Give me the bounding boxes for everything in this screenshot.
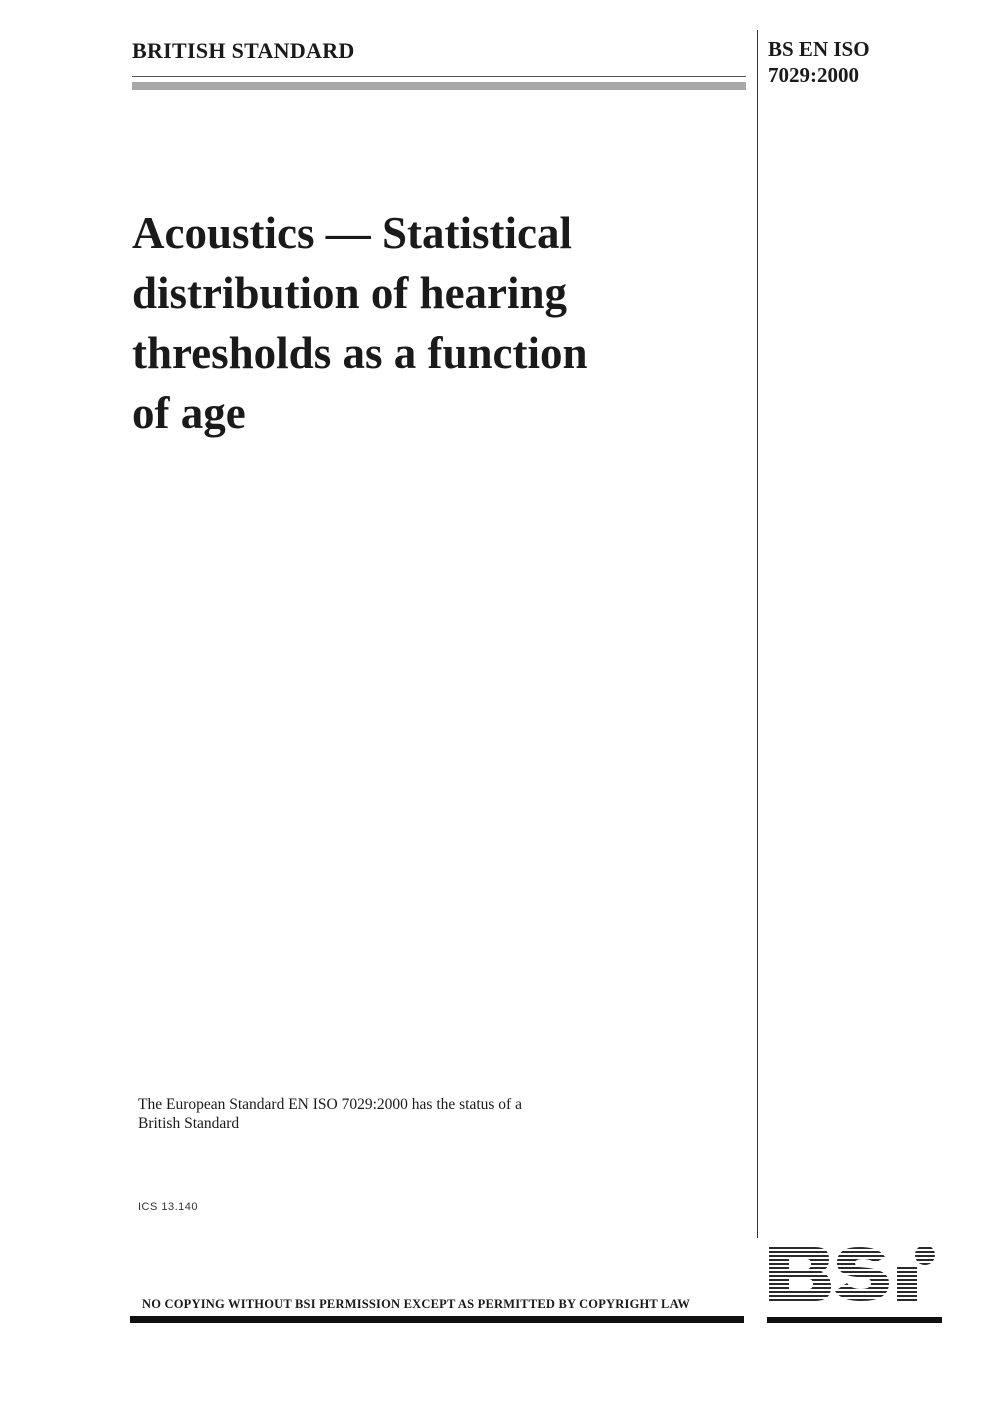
bsi-logo bbox=[767, 1243, 942, 1325]
series-label: BRITISH STANDARD bbox=[132, 38, 355, 63]
header-rule-thin bbox=[132, 76, 746, 77]
title-line-1: Acoustics — Statistical bbox=[132, 208, 572, 258]
ics-code: ICS 13.140 bbox=[138, 1201, 199, 1213]
standard-number-line1: BS EN ISO bbox=[768, 37, 870, 61]
standard-number-line2: 7029:2000 bbox=[768, 63, 859, 87]
column-divider bbox=[757, 30, 758, 1238]
standard-number bbox=[768, 36, 870, 88]
title-line-4: of age bbox=[132, 388, 246, 438]
header-rule-thick bbox=[132, 82, 746, 90]
title-line-2: distribution of hearing bbox=[132, 268, 568, 318]
status-note-line2: British Standard bbox=[138, 1115, 240, 1132]
document-title bbox=[132, 203, 732, 443]
status-note-line1: The European Standard EN ISO 7029:2000 has the status of a bbox=[138, 1096, 522, 1113]
footer-rule bbox=[130, 1316, 744, 1323]
copyright-notice: NO COPYING WITHOUT BSI PERMISSION EXCEPT AS PERMITTED BY COPYRIGHT LAW bbox=[142, 1297, 691, 1311]
title-line-3: thresholds as a function bbox=[132, 328, 588, 378]
status-note bbox=[138, 1095, 522, 1133]
